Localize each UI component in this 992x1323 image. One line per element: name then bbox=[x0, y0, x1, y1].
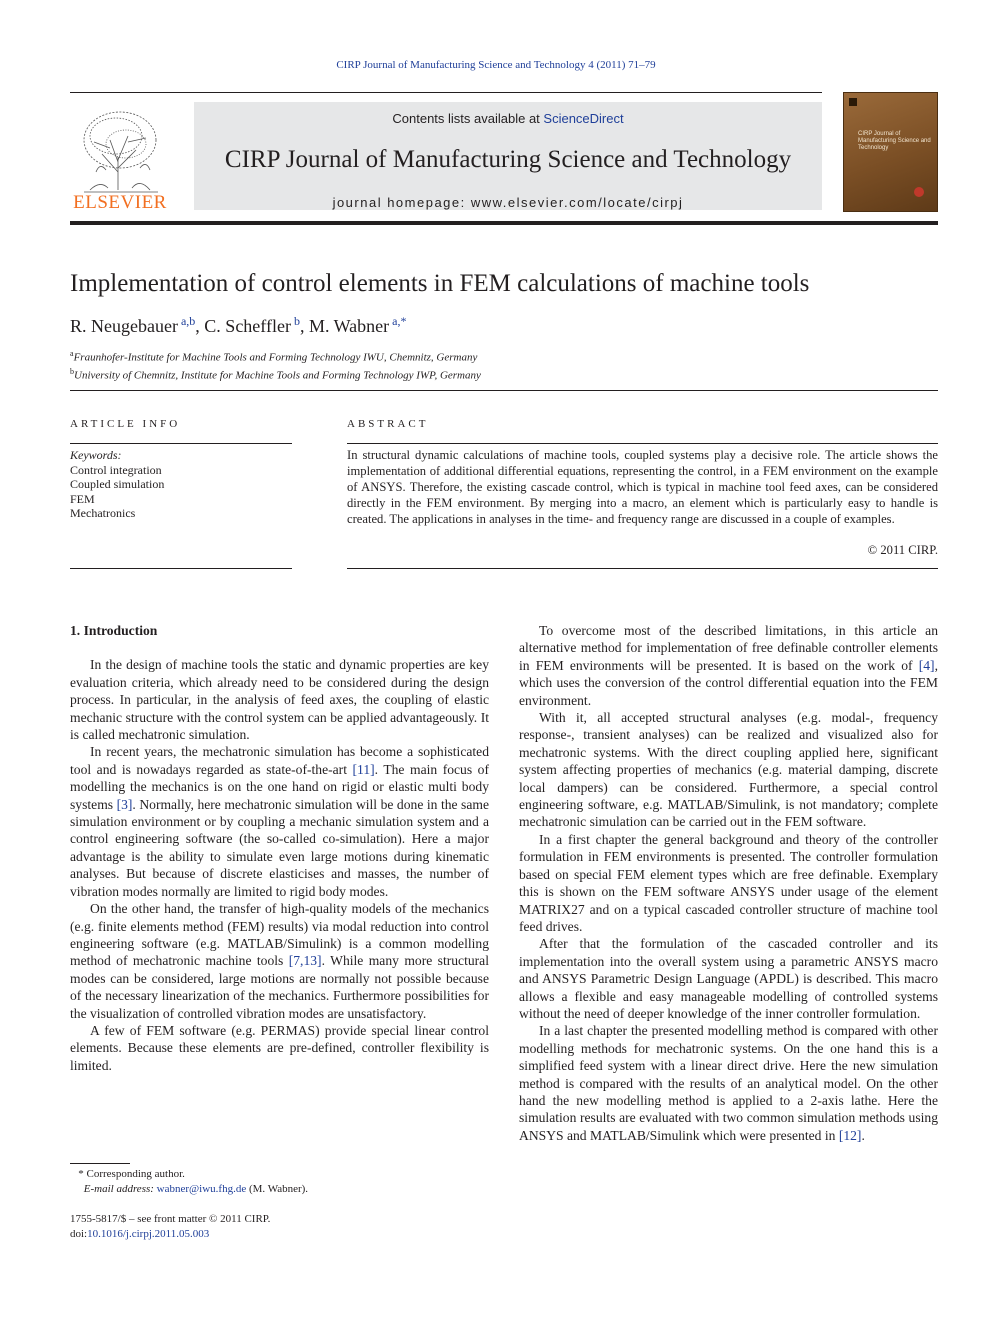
affiliation bbox=[70, 347, 481, 365]
journal-title: CIRP Journal of Manufacturing Science and Technology bbox=[224, 146, 792, 173]
paragraph-text: . bbox=[861, 1127, 865, 1143]
paragraph-text: In the design of machine tools the static and dynamic properties are key evaluation criteria, which already need to be considered during the design process. In particular, in the analysis of feed axes, the coupling of elastic mechanic structure with the control system can be applied advantageously. It is called mechatronic simulation. bbox=[70, 657, 489, 743]
body-paragraph bbox=[519, 709, 938, 831]
cirp-logo-icon bbox=[914, 187, 924, 197]
citation-link[interactable]: [11] bbox=[352, 761, 375, 777]
body-paragraph bbox=[519, 622, 938, 709]
section-heading: 1. Introduction bbox=[70, 623, 158, 638]
author-affiliation-mark[interactable]: b bbox=[290, 314, 300, 328]
footnotes bbox=[70, 1167, 308, 1196]
issn-doi-block bbox=[70, 1212, 270, 1241]
paragraph-text: On the other hand, the transfer of high-quality models of the mechanics (e.g. finite elements method (FEM) results) via modal reduction into control engineering software (e.g. MATLAB/Simulink) is a common modelling method of mechatronic machine tools bbox=[70, 901, 489, 969]
paragraph-text: To overcome most of the described limitations, in this article an alternative method for implementation of free definable controller elements in FEM environments will be presented. It is based on the work of bbox=[519, 623, 938, 673]
body-paragraph bbox=[519, 831, 938, 935]
doi-prefix: doi: bbox=[70, 1227, 88, 1240]
keywords-block bbox=[70, 448, 164, 521]
paragraph-text: . While many more structural modes can be considered, large motions are normally not possible because of the necessary linearization of the mechanics. Furthermore possibilities for the visualization of controlled vibration modes are unsatisfactory. bbox=[70, 953, 489, 1021]
masthead-rule bbox=[70, 92, 822, 93]
affiliation-mark: a bbox=[70, 349, 74, 358]
article-info-heading: ARTICLE INFO bbox=[70, 418, 181, 430]
article-info-rule-bottom bbox=[70, 568, 292, 569]
author-name: C. Scheffler bbox=[204, 316, 291, 336]
citation-link[interactable]: [12] bbox=[838, 1127, 862, 1143]
abstract-text: In structural dynamic calculations of machine tools, coupled systems play a decisive role. The article shows the implementation of additional differential equations, representing the control, in a FEM environment on the example of ANSYS. Therefore, the existing cascade control, which is typical in machine tool feed axes, can be considered directly in the FEM environment. By merging into a macro, an element which is particularly easy to handle is created. The applications in analyses in the time- and frequency range are discussed in a couple of examples. bbox=[347, 448, 938, 526]
author-separator: , bbox=[299, 316, 309, 336]
keyword: Mechatronics bbox=[70, 506, 136, 520]
affiliation bbox=[70, 365, 481, 383]
journal-cover-thumbnail[interactable] bbox=[843, 92, 938, 212]
article-info-rule bbox=[70, 443, 292, 444]
author-name: R. Neugebauer bbox=[70, 316, 178, 336]
keyword: Coupled simulation bbox=[70, 477, 165, 491]
paragraph-text: In recent years, the mechatronic simulation has become a sophisticated tool and is nowadays regarded as state-of-the-art bbox=[70, 744, 489, 777]
keyword: Control integration bbox=[70, 462, 162, 477]
paragraph-text: In a last chapter the presented modelling method is compared with other modelling methods for mechatronic systems. On the one hand this is a simplified feed system with a linear direct drive. Here the new simulation method is compared with the results of an analytical model. On the other hand the new modelling method is applied to a 2-axis lathe. Here the simulation results are evaluated with two common simulation methods using ANSYS and MATLAB/Simulink which were presented in bbox=[519, 1023, 938, 1143]
body-paragraph bbox=[519, 935, 938, 1022]
citation-link[interactable]: [7,13] bbox=[288, 953, 322, 969]
body-paragraph bbox=[70, 656, 489, 743]
article-title: Implementation of control elements in FEM calculations of machine tools bbox=[70, 270, 810, 297]
cover-title: CIRP Journal of Manufacturing Science and Technology bbox=[858, 131, 931, 151]
masthead-thick-rule bbox=[70, 221, 938, 225]
body-paragraph bbox=[70, 743, 489, 900]
footnote-mark: * bbox=[78, 1168, 84, 1180]
issn-line: 1755-5817/$ – see front matter © 2011 CIRP. bbox=[70, 1213, 271, 1225]
paragraph-text: . Normally, here mechatronic simulation will be done in the same simulation environment or by coupling a mechanic simulation system and a control engineering software (the so-called co-simulation). Here a major advantage is the ability to simulate even large motions during kinematic analyses. But because of discrete elasticises and masses, the number of vibration modes normally are limited to rigid body modes. bbox=[70, 796, 489, 899]
elsevier-wordmark[interactable]: ELSEVIER bbox=[73, 192, 167, 213]
paragraph-text: In a first chapter the general background and theory of the controller formulation in FEM environments is presented. The controller formulation based on special FEM element types which are free definable. Exemplary this is shown on the FEM software ANSYS under usage of the element MATRIX27 and on a typical cascaded controller structure of machine tool feed drives. bbox=[519, 831, 938, 934]
author-affiliation-mark[interactable]: a,* bbox=[389, 314, 407, 328]
email-label: E-mail address: bbox=[83, 1182, 154, 1195]
corresponding-author-note bbox=[70, 1167, 308, 1182]
journal-masthead bbox=[70, 92, 938, 212]
doi-line bbox=[70, 1227, 270, 1242]
abstract-copyright: © 2011 CIRP. bbox=[867, 543, 938, 557]
author-separator: , bbox=[195, 316, 205, 336]
abstract-rule-bottom bbox=[347, 568, 938, 569]
journal-homepage[interactable]: journal homepage: www.elsevier.com/locate/cirpj bbox=[332, 195, 684, 210]
body-paragraph bbox=[519, 1022, 938, 1144]
email-note bbox=[70, 1182, 308, 1197]
doi-link[interactable]: 10.1016/j.cirpj.2011.05.003 bbox=[87, 1227, 210, 1240]
running-head[interactable]: CIRP Journal of Manufacturing Science and Technology 4 (2011) 71–79 bbox=[336, 59, 656, 71]
corresponding-label: Corresponding author. bbox=[86, 1168, 185, 1180]
affiliation-text: Fraunhofer-Institute for Machine Tools and Forming Technology IWU, Chemnitz, Germany bbox=[73, 351, 478, 364]
body-column-left bbox=[70, 622, 489, 1074]
sciencedirect-link[interactable]: ScienceDirect bbox=[543, 111, 624, 126]
paragraph-text: , which uses the conversion of the control differential equation into the FEM environment. bbox=[519, 657, 938, 708]
affiliation-mark: b bbox=[70, 366, 74, 376]
cover-corner-mark bbox=[849, 98, 857, 106]
paragraph-text: . The main focus of modelling the mechanics is on the one hand on rigid or elastic multi body systems bbox=[70, 761, 489, 812]
body-column-right bbox=[519, 622, 938, 1144]
paragraph-text: After that the formulation of the cascaded controller and its implementation into the overall system using a parametric ANSYS macro and ANSYS Parametric Design Language (APDL) is described. This macro allows a flexible and easy manageable modelling of controlled systems without the need of deeper knowledge of the inner controller formulation. bbox=[519, 936, 938, 1021]
affiliation-text: University of Chemnitz, Institute for Machine Tools and Forming Technology IWP, Germany bbox=[74, 369, 481, 382]
citation-link[interactable]: [4] bbox=[918, 657, 935, 673]
contents-line bbox=[194, 111, 822, 126]
author-list bbox=[70, 314, 406, 337]
contents-prefix: Contents lists available at bbox=[392, 111, 544, 126]
body-paragraph bbox=[70, 1022, 489, 1074]
author-name: M. Wabner bbox=[308, 316, 390, 336]
body-paragraph bbox=[70, 900, 489, 1022]
paragraph-text: With it, all accepted structural analyses (e.g. modal-, frequency response-, transient analyses) can be realized and visualized also for mechatronic systems. With the direct coupling applied here, significant system affecting properties of mechanics (e.g. material damping, discrete local dampers) can be considered. Furthermore, a special control engineering software, e.g. MATLAB/Simulink, is not mandatory; complete mechatronic simulation can be carried out in the FEM software. bbox=[519, 710, 938, 830]
keyword: FEM bbox=[70, 491, 95, 506]
email-link[interactable]: wabner@iwu.fhg.de bbox=[156, 1182, 247, 1195]
keywords-label: Keywords: bbox=[70, 448, 122, 462]
paragraph-text: A few of FEM software (e.g. PERMAS) provide special linear control elements. Because these elements are pre-defined, controller flexibility is limited. bbox=[70, 1022, 489, 1073]
email-suffix: (M. Wabner). bbox=[246, 1182, 309, 1195]
affiliations bbox=[70, 347, 481, 382]
footnote-rule bbox=[70, 1163, 130, 1164]
abstract-rule bbox=[347, 443, 938, 444]
abstract-heading: ABSTRACT bbox=[347, 418, 429, 430]
journal-banner bbox=[194, 102, 822, 210]
author-affiliation-mark[interactable]: a,b bbox=[177, 314, 196, 328]
affiliation-rule bbox=[70, 390, 938, 391]
citation-link[interactable]: [3] bbox=[116, 796, 133, 812]
